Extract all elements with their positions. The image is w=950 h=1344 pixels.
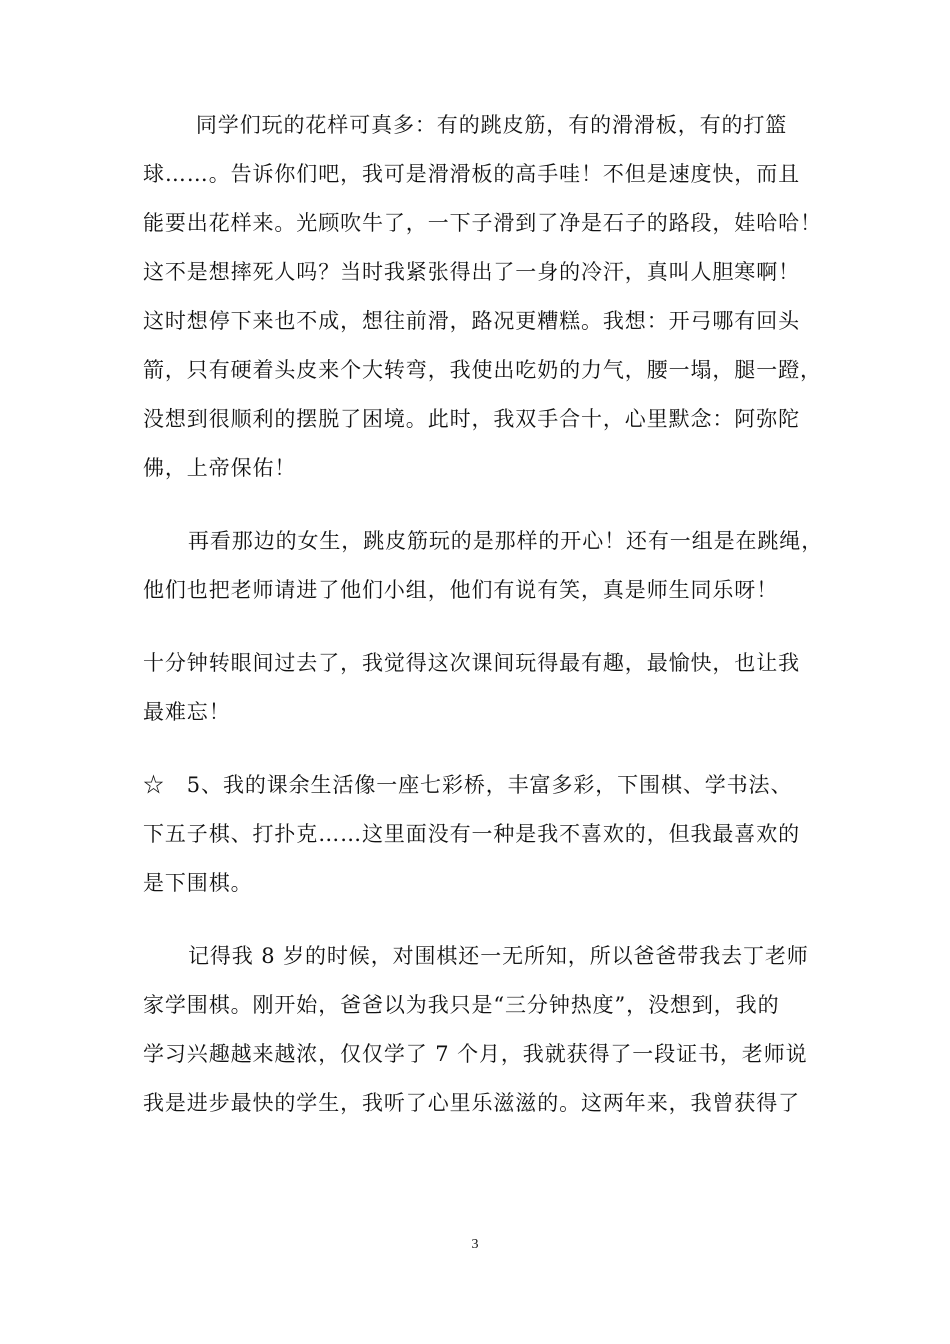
page-number: 3	[471, 1237, 479, 1252]
text-line: 家学围棋。刚开始，爸爸以为我只是“三分钟热度”，没想到，我的	[143, 993, 780, 1017]
text-line: 下五子棋、打扑克……这里面没有一种是我不喜欢的，但我最喜欢的	[143, 822, 800, 846]
text-line: 这时想停下来也不成，想往前滑，路况更糟糕。我想：开弓哪有回头	[143, 309, 800, 333]
text-line: 最难忘！	[143, 700, 231, 724]
text-line: ☆ 5、我的课余生活像一座七彩桥，丰富多彩，下围棋、学书法、	[143, 773, 793, 797]
text-line: 学习兴趣越来越浓，仅仅学了 7 个月，我就获得了一段证书，老师说	[143, 1042, 808, 1066]
text-line: 是下围棋。	[143, 871, 253, 895]
text-line: 没想到很顺利的摆脱了困境。此时，我双手合十，心里默念：阿弥陀	[143, 407, 800, 431]
text-line: 他们也把老师请进了他们小组，他们有说有笑，真是师生同乐呀！	[143, 578, 779, 602]
text-line: 记得我 8 岁的时候，对围棋还一无所知，所以爸爸带我去丁老师	[188, 944, 809, 968]
text-line: 十分钟转眼间过去了，我觉得这次课间玩得最有趣，最愉快，也让我	[143, 651, 800, 675]
text-line: 球……。告诉你们吧，我可是滑滑板的高手哇！不但是速度快，而且	[143, 162, 800, 186]
text-line: 这不是想摔死人吗？当时我紧张得出了一身的冷汗，真叫人胆寒啊！	[143, 260, 800, 284]
text-line: 再看那边的女生，跳皮筋玩的是那样的开心！还有一组是在跳绳，	[188, 529, 824, 553]
text-line: 我是进步最快的学生，我听了心里乐滋滋的。这两年来，我曾获得了	[143, 1091, 800, 1115]
text-line: 箭，只有硬着头皮来个大转弯，我使出吃奶的力气，腰一塌，腿一蹬，	[143, 358, 822, 382]
text-line: 佛，上帝保佑！	[143, 456, 297, 480]
text-line: 能要出花样来。光顾吹牛了，一下子滑到了净是石子的路段，娃哈哈！	[143, 211, 822, 235]
text-line: 同学们玩的花样可真多：有的跳皮筋，有的滑滑板，有的打篮	[174, 113, 788, 137]
